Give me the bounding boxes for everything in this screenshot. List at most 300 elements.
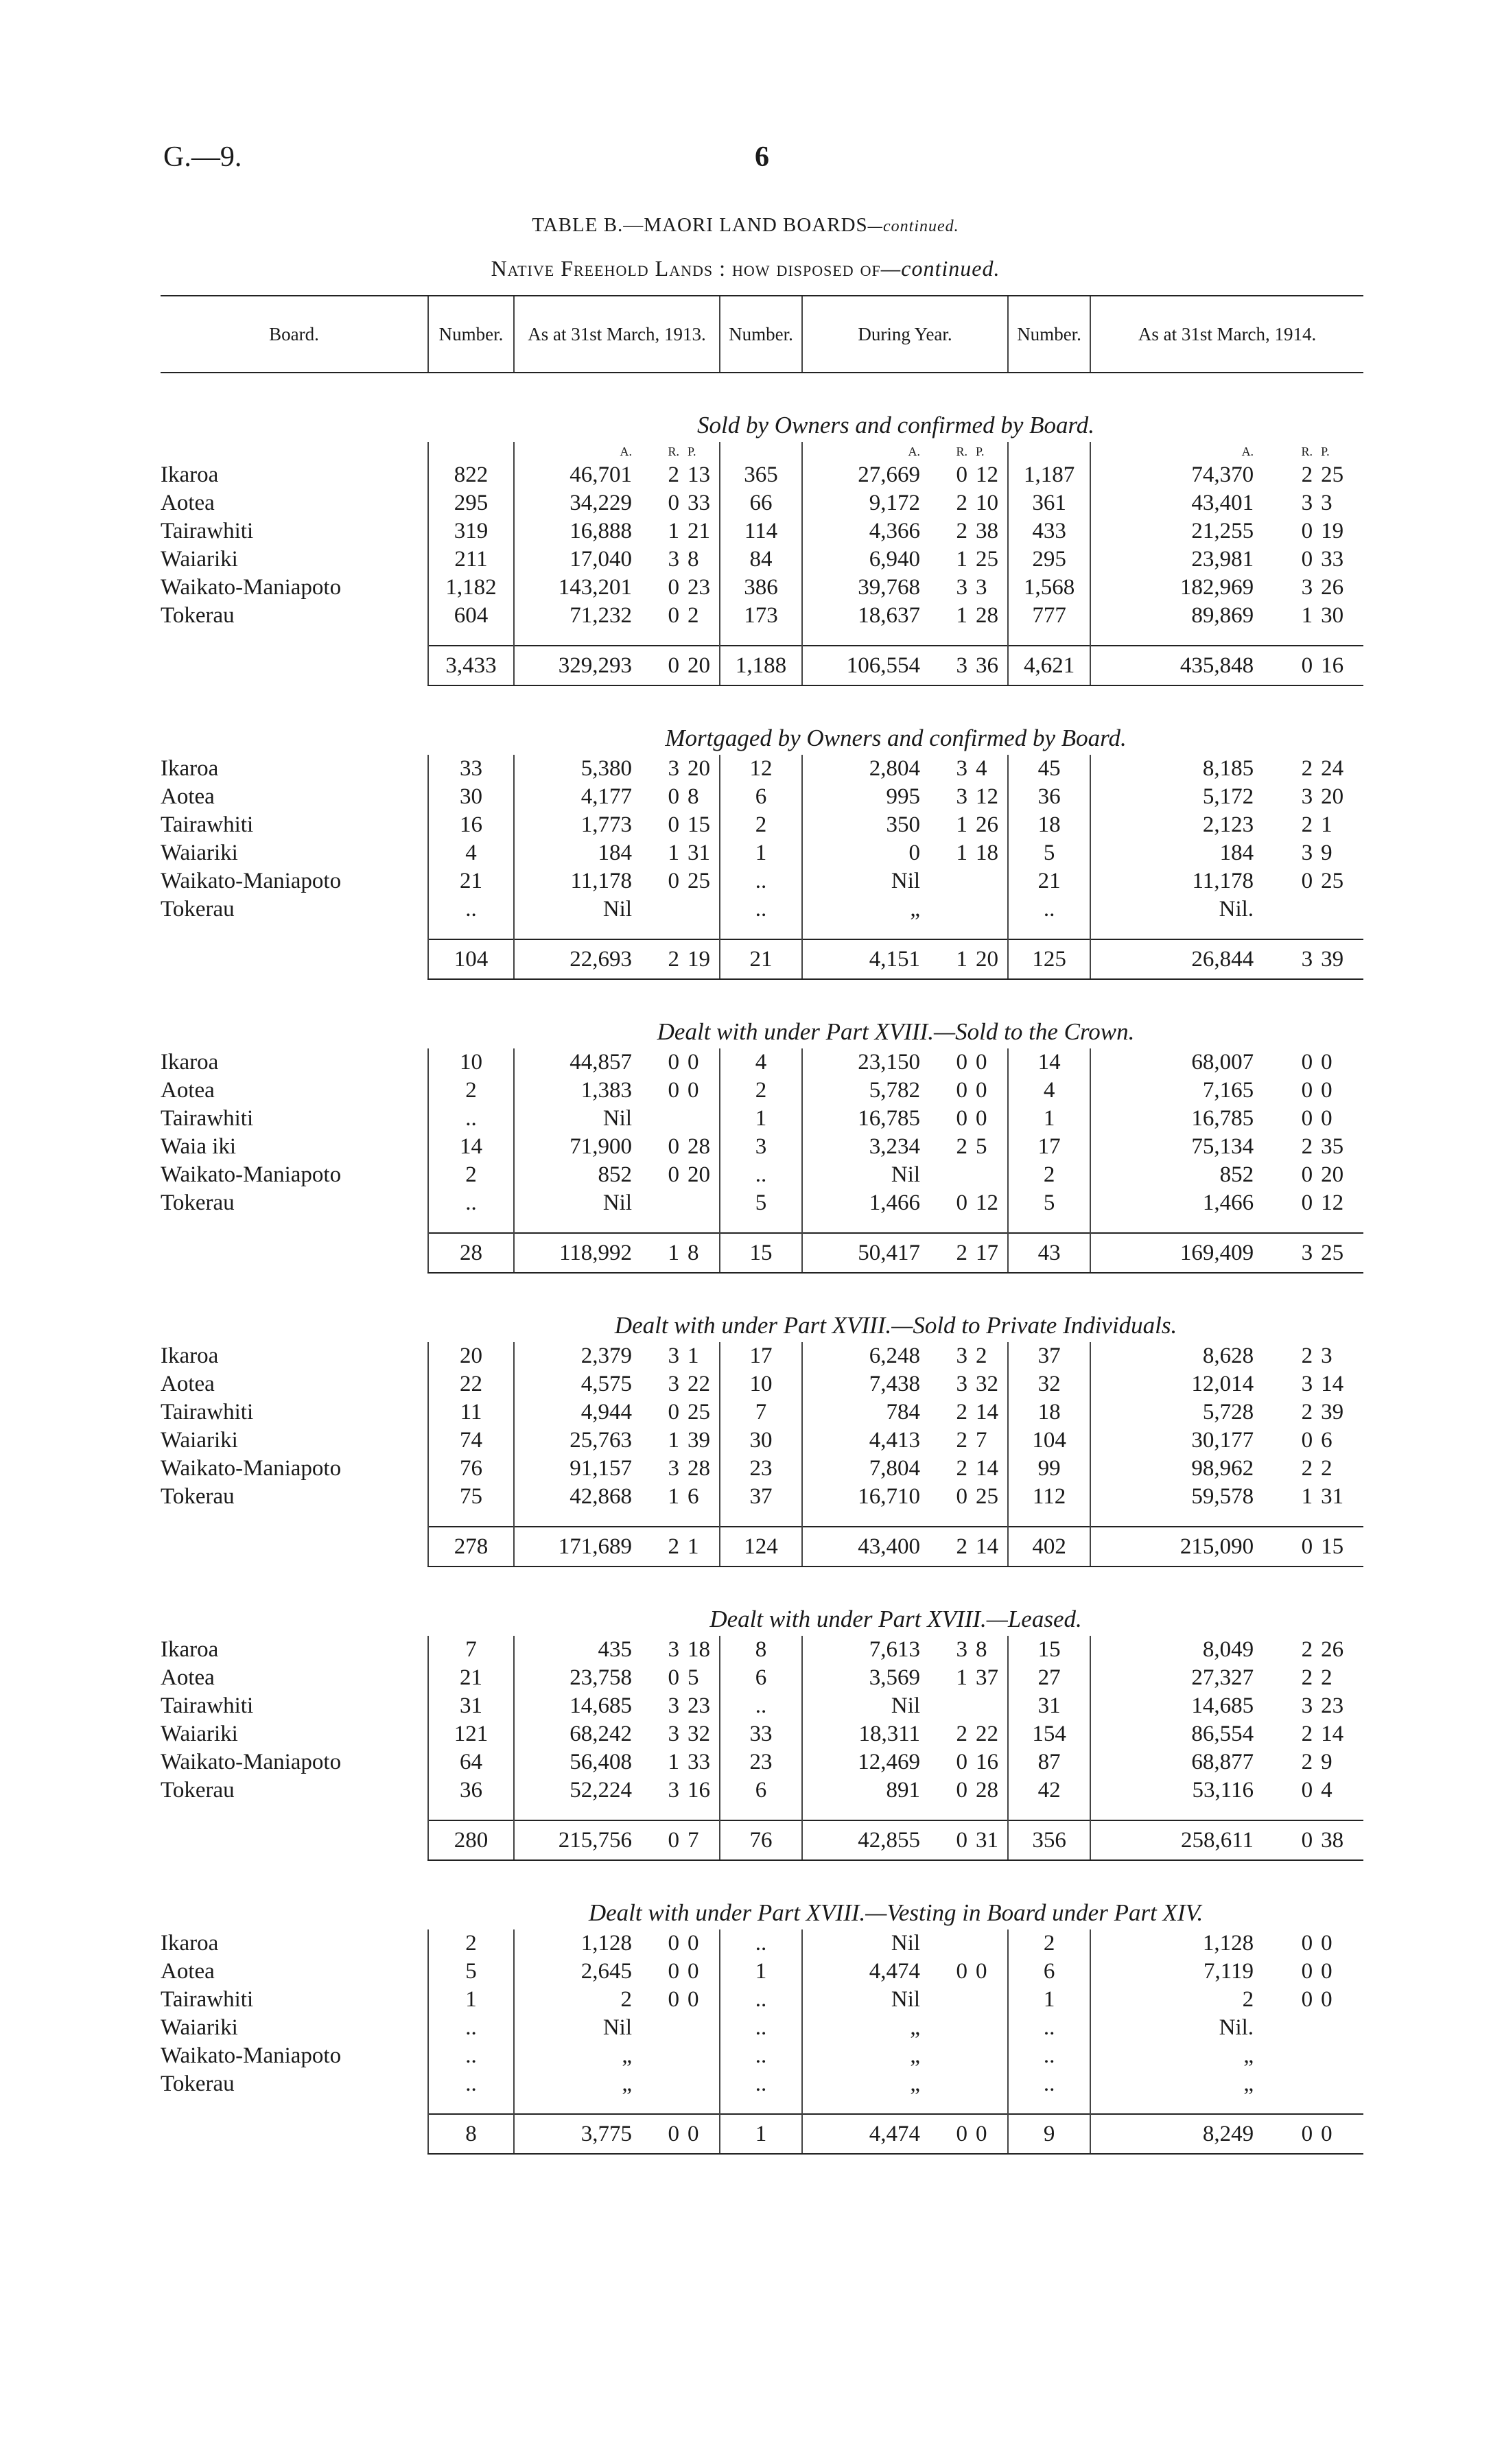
value-a2: 39,768 [802,574,939,602]
value-p3 [1315,2070,1363,2098]
total-r1: 0 [651,1820,682,1860]
spacer-cell [651,924,682,939]
spacer-cell [1008,1511,1090,1527]
total-n2: 15 [720,1233,802,1273]
table-row [161,1455,1363,1483]
value-a1: Nil [514,1189,651,1217]
table-subtitle [0,256,1491,281]
value-n3: .. [1008,2070,1090,2098]
value-p2: 0 [976,1050,987,1075]
spacer-cell [428,2098,514,2114]
value-a3: 8,628 [1090,1342,1267,1370]
value-p1: 20 [688,1162,710,1187]
value-a3: 2 [1090,1986,1267,2014]
total-p3: 15 [1315,1527,1363,1567]
section-title-row [161,373,1363,442]
board-name: Tokerau [161,1190,235,1215]
value-p3: 0 [1321,1106,1332,1131]
table-row [161,489,1363,517]
value-p1 [682,2042,720,2070]
value-r1: 3 [668,1693,679,1718]
spacer-cell [161,1217,428,1233]
table-row [161,895,1363,924]
spacer-row [161,630,1363,646]
section-title-row [161,979,1363,1048]
board-name: Ikaroa [161,1344,219,1368]
value-a3: 8,185 [1090,755,1267,783]
value-a2: 7,613 [802,1636,939,1664]
value-n3: 37 [1008,1342,1090,1370]
total-a3: 215,090 [1090,1527,1267,1567]
value-p3: 0 [1321,1959,1332,1984]
value-r2 [939,2014,970,2042]
value-a3: 5,172 [1090,783,1267,811]
total-r1: 0 [651,646,682,685]
value-n2: 33 [720,1720,802,1748]
section-spacer [161,1273,428,1342]
value-p1: 28 [688,1456,710,1481]
table-row [161,1342,1363,1370]
value-p2: 0 [976,1078,987,1103]
board-name: Waiariki [161,2015,238,2040]
value-a1: 14,685 [514,1692,651,1720]
value-n1: 319 [428,517,514,545]
value-a3: 14,685 [1090,1692,1267,1720]
value-p2: 32 [976,1372,999,1396]
value-p3: 14 [1321,1372,1344,1396]
section-title-row [161,1273,1363,1342]
value-r1 [651,1105,682,1133]
spacer-cell [1267,630,1315,646]
value-n2: 6 [720,1664,802,1692]
value-p2: 0 [976,1106,987,1131]
value-a3: 182,969 [1090,574,1267,602]
value-a3: 86,554 [1090,1720,1267,1748]
total-label-spacer [161,2114,428,2154]
value-r3: 0 [1301,1162,1313,1187]
value-a2: 784 [802,1398,939,1427]
board-name: Waia iki [161,1134,237,1159]
value-a3: 68,877 [1090,1748,1267,1776]
table-row [161,1958,1363,1986]
spacer-cell [428,1805,514,1820]
spacer-cell [1267,2098,1315,2114]
spacer-cell [651,630,682,646]
value-a1: 71,900 [514,1133,651,1161]
value-r3 [1267,895,1315,924]
value-r3: 3 [1301,1693,1313,1718]
table-row [161,811,1363,839]
total-a3: 435,848 [1090,646,1267,685]
value-p3: 14 [1321,1722,1344,1746]
spacer-cell [720,2098,802,2114]
board-name: Tokerau [161,603,235,628]
total-p1: 1 [682,1527,720,1567]
value-p3 [1315,2014,1363,2042]
unit-label: R. [1301,445,1313,458]
value-p3: 0 [1321,1931,1332,1956]
spacer-cell [1090,1217,1267,1233]
value-p2: 5 [976,1134,987,1159]
section-title: Mortgaged by Owners and confirmed by Board. [665,725,1127,751]
value-n3: 27 [1008,1664,1090,1692]
value-r1: 0 [668,1931,679,1956]
spacer-cell [1267,1805,1315,1820]
value-n2: 6 [720,1776,802,1805]
unit-label: P. [1321,445,1330,458]
value-n1: .. [428,1189,514,1217]
value-n3: .. [1008,2042,1090,2070]
board-name: Tairawhiti [161,1400,254,1424]
value-p3: 1 [1321,812,1332,837]
total-a3: 169,409 [1090,1233,1267,1273]
value-n1: 10 [428,1048,514,1077]
header-number-1914: Number. [1008,296,1090,373]
value-n3: 2 [1008,1929,1090,1958]
header-as-at-1914: As at 31st March, 1914. [1090,296,1363,373]
value-r1 [651,895,682,924]
value-n2: 17 [720,1342,802,1370]
value-r1: 1 [668,1428,679,1453]
spacer-cell [1267,924,1315,939]
value-p1: 23 [688,1693,710,1718]
value-n3: 295 [1008,545,1090,574]
value-a2: 12,469 [802,1748,939,1776]
spacer-cell [802,1805,939,1820]
value-a1: 5,380 [514,755,651,783]
value-p2: 7 [976,1428,987,1453]
unit-label: A. [802,442,939,461]
value-p2: 2 [976,1344,987,1368]
value-n1: 211 [428,545,514,574]
value-n2: .. [720,2070,802,2098]
value-a3: 75,134 [1090,1133,1267,1161]
total-r1: 2 [651,939,682,979]
spacer-cell [1267,1217,1315,1233]
value-a1: 11,178 [514,867,651,895]
total-n3: 402 [1008,1527,1090,1567]
spacer-cell [939,1511,970,1527]
spacer-cell [514,924,651,939]
unit-label: A. [514,442,651,461]
value-n2: 173 [720,602,802,630]
total-a1: 215,756 [514,1820,651,1860]
value-r3: 2 [1301,462,1313,487]
total-p2: 14 [970,1527,1008,1567]
total-a2: 106,554 [802,646,939,685]
spacer-cell [514,1511,651,1527]
section-spacer [161,979,428,1048]
value-p2: 12 [976,784,999,809]
total-r3: 0 [1267,2114,1315,2154]
value-a2: 2,804 [802,755,939,783]
table-row [161,2070,1363,2098]
spacer-cell [1090,2098,1267,2114]
value-n3: 1 [1008,1105,1090,1133]
value-a1: 2 [514,1986,651,2014]
value-p1: 5 [688,1665,699,1690]
value-n2: .. [720,895,802,924]
value-n2: 1 [720,1105,802,1133]
value-r1: 3 [668,1722,679,1746]
table-row [161,602,1363,630]
board-name: Ikaroa [161,1637,219,1662]
value-a2: 995 [802,783,939,811]
value-n3: 99 [1008,1455,1090,1483]
value-a3: 27,327 [1090,1664,1267,1692]
value-r3: 2 [1301,1637,1313,1662]
value-n3: 17 [1008,1133,1090,1161]
total-n1: 3,433 [428,646,514,685]
table-row [161,517,1363,545]
value-r3: 0 [1301,1106,1313,1131]
value-p3: 19 [1321,519,1344,543]
value-r1: 0 [668,812,679,837]
value-p3: 9 [1321,1750,1332,1774]
section-title: Sold by Owners and confirmed by Board. [697,412,1095,438]
total-n2: 1 [720,2114,802,2154]
total-a2: 4,474 [802,2114,939,2154]
table-row [161,1161,1363,1189]
total-n1: 104 [428,939,514,979]
value-n1: 1,182 [428,574,514,602]
total-p2: 31 [970,1820,1008,1860]
total-p1: 19 [682,939,720,979]
value-r2: 2 [956,1456,968,1481]
unit-spacer [161,442,428,461]
value-n1: 2 [428,1929,514,1958]
value-p1: 39 [688,1428,710,1453]
total-r1: 2 [651,1527,682,1567]
total-a1: 171,689 [514,1527,651,1567]
value-n3: 18 [1008,811,1090,839]
value-r1: 0 [668,869,679,893]
value-r2: 2 [956,491,968,515]
value-r1: 0 [668,1162,679,1187]
spacer-cell [1090,630,1267,646]
value-a3: 11,178 [1090,867,1267,895]
total-r3: 0 [1267,646,1315,685]
value-r2: 0 [956,1959,968,1984]
total-r2: 0 [939,1820,970,1860]
spacer-cell [682,630,720,646]
value-r1: 2 [668,462,679,487]
value-r2: 1 [956,812,968,837]
spacer-cell [161,1805,428,1820]
value-n2: 37 [720,1483,802,1511]
value-p2: 3 [976,575,987,600]
units-row [161,442,1363,461]
board-name: Tokerau [161,1778,235,1803]
value-a3: 1,128 [1090,1929,1267,1958]
value-p2: 18 [976,841,999,865]
value-p2 [970,2014,1008,2042]
unit-spacer [1008,442,1090,461]
value-a1: 34,229 [514,489,651,517]
value-r2: 3 [956,756,968,781]
value-a1: 68,242 [514,1720,651,1748]
total-n3: 4,621 [1008,646,1090,685]
board-name: Waiariki [161,547,238,572]
value-a1: 52,224 [514,1776,651,1805]
table-row [161,1986,1363,2014]
board-name: Tairawhiti [161,1693,254,1718]
spacer-cell [939,1805,970,1820]
value-r2: 0 [956,1050,968,1075]
value-p2 [970,1929,1008,1958]
board-name: Aotea [161,1665,215,1690]
value-p2: 0 [976,1959,987,1984]
value-p2 [970,1986,1008,2014]
section-title-row [161,685,1363,755]
spacer-cell [1315,630,1363,646]
table-row [161,1370,1363,1398]
total-n1: 28 [428,1233,514,1273]
total-a1: 329,293 [514,646,651,685]
value-a2: 16,710 [802,1483,939,1511]
value-a3: 30,177 [1090,1427,1267,1455]
total-row [161,1233,1363,1273]
value-p3: 30 [1321,603,1344,628]
total-r3: 3 [1267,939,1315,979]
value-r1: 3 [668,1637,679,1662]
header-row [161,296,1363,373]
table-title-text: TABLE B.—MAORI LAND BOARDS [532,214,868,236]
value-n1: .. [428,2042,514,2070]
value-p3: 39 [1321,1400,1344,1424]
value-a1: 44,857 [514,1048,651,1077]
value-n1: 30 [428,783,514,811]
value-r1: 0 [668,784,679,809]
spacer-cell [651,1511,682,1527]
total-r3: 3 [1267,1233,1315,1273]
board-name: Tokerau [161,1484,235,1509]
value-a2: 18,637 [802,602,939,630]
value-a3: 21,255 [1090,517,1267,545]
value-a3: 7,119 [1090,1958,1267,1986]
document-reference: G.—9. [163,141,242,173]
board-name: Waiariki [161,1722,238,1746]
value-n1: 5 [428,1958,514,1986]
value-n3: 21 [1008,867,1090,895]
value-a3: 7,165 [1090,1077,1267,1105]
value-n2: 5 [720,1189,802,1217]
value-p3: 12 [1321,1190,1344,1215]
value-a3: 53,116 [1090,1776,1267,1805]
value-a3: „ [1090,2070,1267,2098]
value-r2: 0 [956,462,968,487]
value-r3: 0 [1301,1987,1313,2012]
total-p1: 7 [682,1820,720,1860]
value-a1: 16,888 [514,517,651,545]
value-p2: 25 [976,547,999,572]
total-a3: 258,611 [1090,1820,1267,1860]
value-p2: 10 [976,491,999,515]
value-a1: 42,868 [514,1483,651,1511]
spacer-cell [1315,2098,1363,2114]
page-number: 6 [755,141,769,173]
value-p3: 31 [1321,1484,1344,1509]
value-r2: 0 [956,1750,968,1774]
value-r1: 0 [668,1987,679,2012]
value-r1: 3 [668,1456,679,1481]
value-r2 [939,1929,970,1958]
value-n3: 32 [1008,1370,1090,1398]
value-n1: .. [428,895,514,924]
value-r3: 2 [1301,1750,1313,1774]
value-n1: 33 [428,755,514,783]
value-r1 [651,2042,682,2070]
table-row [161,1048,1363,1077]
total-p2: 17 [970,1233,1008,1273]
value-r3: 1 [1301,603,1313,628]
value-p1: 32 [688,1722,710,1746]
value-a1: 25,763 [514,1427,651,1455]
unit-label: P. [688,445,696,458]
value-n3: 14 [1008,1048,1090,1077]
spacer-cell [939,2098,970,2114]
value-r1: 0 [668,1134,679,1159]
value-n2: 386 [720,574,802,602]
spacer-row [161,1511,1363,1527]
value-n1: 295 [428,489,514,517]
value-a2: Nil [802,867,939,895]
value-p2: 8 [976,1637,987,1662]
section-title: Dealt with under Part XVIII.—Vesting in Board under Part XIV. [588,1899,1204,1926]
spacer-cell [682,2098,720,2114]
section-spacer [161,1567,428,1636]
value-p1 [682,895,720,924]
value-p3: 25 [1321,462,1344,487]
table-row [161,1692,1363,1720]
value-p3: 2 [1321,1456,1332,1481]
value-n2: 23 [720,1455,802,1483]
table-row [161,1133,1363,1161]
spacer-cell [1008,2098,1090,2114]
value-a1: 4,944 [514,1398,651,1427]
total-a2: 43,400 [802,1527,939,1567]
board-name: Ikaroa [161,462,219,487]
value-r2: 0 [956,1078,968,1103]
value-r3: 2 [1301,1344,1313,1368]
value-r3: 3 [1301,575,1313,600]
value-a1: 435 [514,1636,651,1664]
header-number-year: Number. [720,296,802,373]
value-a2: „ [802,2014,939,2042]
value-p2: 28 [976,1778,999,1803]
value-p3: 23 [1321,1693,1344,1718]
value-n3: 1,568 [1008,574,1090,602]
table-row [161,1664,1363,1692]
value-a1: 46,701 [514,461,651,489]
value-p1: 15 [688,812,710,837]
total-p2: 0 [970,2114,1008,2154]
value-n2: 8 [720,1636,802,1664]
value-a2: 0 [802,839,939,867]
value-r1 [651,2070,682,2098]
value-n2: 3 [720,1133,802,1161]
spacer-cell [939,924,970,939]
value-r3: 0 [1301,1778,1313,1803]
value-n2: 10 [720,1370,802,1398]
total-row [161,1527,1363,1567]
table-row [161,783,1363,811]
table-row [161,839,1363,867]
value-r2 [939,867,970,895]
spacer-cell [161,630,428,646]
value-a1: Nil [514,2014,651,2042]
total-r2: 1 [939,939,970,979]
